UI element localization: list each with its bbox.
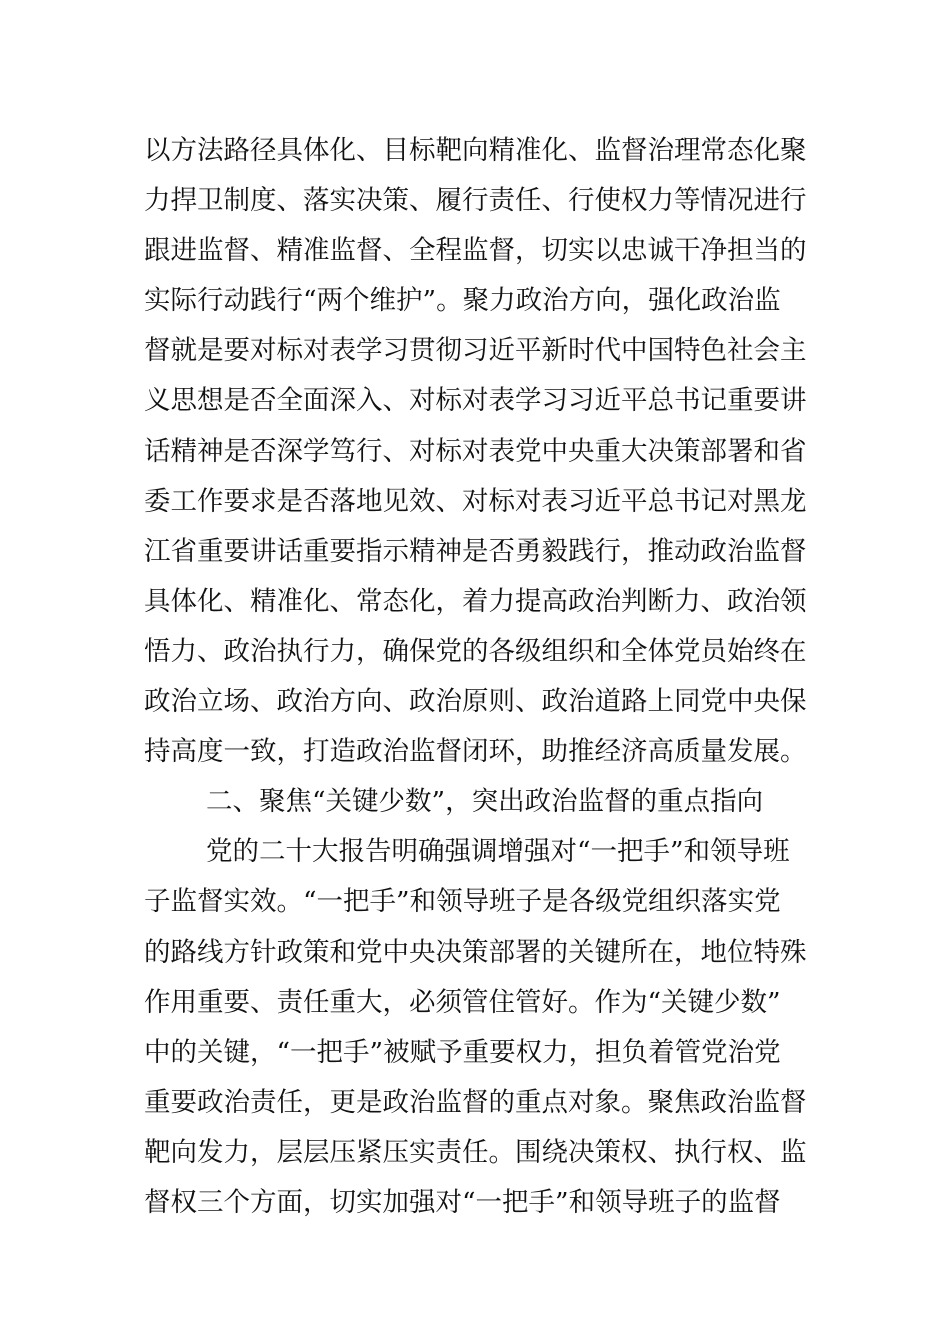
text-line: 重要政治责任，更是政治监督的重点对象。聚焦政治监督	[144, 1086, 807, 1118]
text-line: 督就是要对标对表学习贯彻习近平新时代中国特色社会主	[144, 335, 807, 367]
text-line: 力捍卫制度、落实决策、履行责任、行使权力等情况进行	[144, 185, 807, 217]
text-line: 具体化、精准化、常态化，着力提高政治判断力、政治领	[144, 585, 807, 617]
text-line: 实际行动践行“两个维护”。聚力政治方向，强化政治监	[144, 285, 781, 317]
text-line: 话精神是否深学笃行、对标对表党中央重大决策部署和省	[144, 435, 807, 467]
text-line: 子监督实效。“一把手”和领导班子是各级党组织落实党	[144, 886, 781, 918]
text-line: 督权三个方面，切实加强对“一把手”和领导班子的监督	[144, 1186, 781, 1218]
document-body	[144, 126, 824, 1228]
text-line: 中的关键，“一把手”被赋予重要权力，担负着管党治党	[144, 1036, 781, 1068]
text-line: 委工作要求是否落地见效、对标对表习近平总书记对黑龙	[144, 485, 807, 517]
paragraph-key-minority	[144, 827, 824, 1228]
text-line: 政治立场、政治方向、政治原则、政治道路上同党中央保	[144, 686, 807, 718]
text-line: 江省重要讲话重要指示精神是否勇毅践行，推动政治监督	[144, 535, 807, 567]
text-line: 的路线方针政策和党中央决策部署的关键所在，地位特殊	[144, 936, 807, 968]
text-line: 作用重要、责任重大，必须管住管好。作为“关键少数”	[144, 986, 781, 1018]
text-line: 以方法路径具体化、目标靶向精准化、监督治理常态化聚	[144, 135, 807, 166]
section-heading: 二、聚焦“关键少数”，突出政治监督的重点指向	[206, 786, 764, 818]
text-line: 持高度一致，打造政治监督闭环，助推经济高质量发展。	[144, 736, 807, 768]
text-line: 靶向发力，层层压紧压实责任。围绕决策权、执行权、监	[144, 1136, 807, 1168]
text-line: 党的二十大报告明确强调增强对“一把手”和领导班	[206, 836, 790, 868]
text-line: 悟力、政治执行力，确保党的各级组织和全体党员始终在	[144, 635, 807, 667]
text-line: 义思想是否全面深入、对标对表学习习近平总书记重要讲	[144, 385, 807, 417]
paragraph-political-supervision	[144, 126, 824, 777]
text-line: 跟进监督、精准监督、全程监督，切实以忠诚干净担当的	[144, 235, 807, 267]
